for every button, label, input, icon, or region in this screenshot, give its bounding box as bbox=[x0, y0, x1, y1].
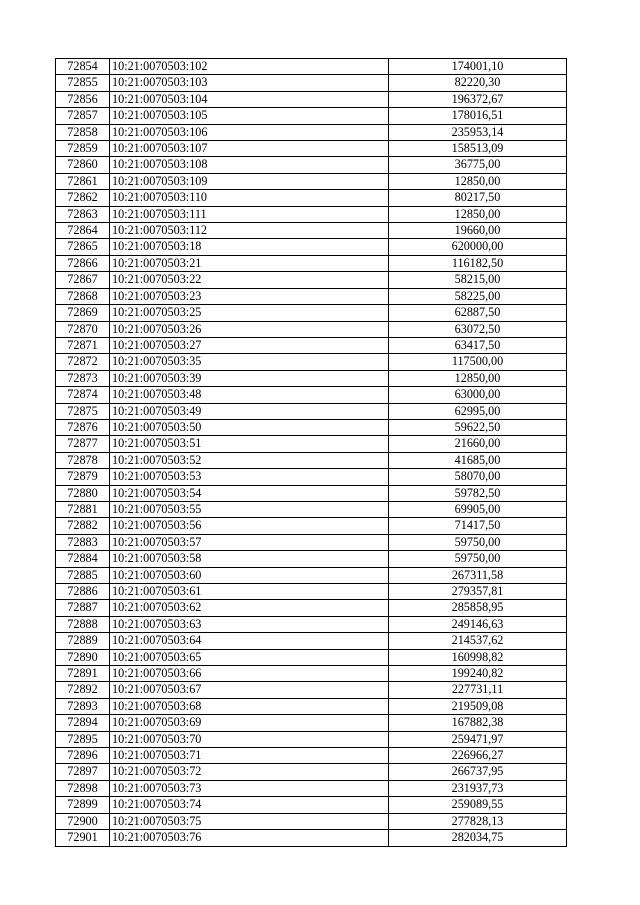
table-row bbox=[56, 436, 567, 452]
cadastral-number-cell: 10:21:0070503:72 bbox=[110, 764, 389, 780]
cadastral-value-cell: 62995,00 bbox=[389, 403, 567, 419]
cadastral-number-cell: 10:21:0070503:25 bbox=[110, 305, 389, 321]
row-number-cell: 72875 bbox=[56, 403, 110, 419]
cadastral-number-cell: 10:21:0070503:52 bbox=[110, 452, 389, 468]
row-number-cell: 72896 bbox=[56, 748, 110, 764]
cadastral-value-cell: 59750,00 bbox=[389, 551, 567, 567]
cadastral-number-cell: 10:21:0070503:66 bbox=[110, 666, 389, 682]
cadastral-value-cell: 69905,00 bbox=[389, 501, 567, 517]
cadastral-value-cell: 174001,10 bbox=[389, 59, 567, 75]
cadastral-value-cell: 231937,73 bbox=[389, 780, 567, 796]
row-number-cell: 72856 bbox=[56, 91, 110, 107]
cadastral-value-cell: 267311,58 bbox=[389, 567, 567, 583]
table-row bbox=[56, 223, 567, 239]
cadastral-value-cell: 62887,50 bbox=[389, 305, 567, 321]
row-number-cell: 72860 bbox=[56, 157, 110, 173]
table-row bbox=[56, 600, 567, 616]
row-number-cell: 72892 bbox=[56, 682, 110, 698]
cadastral-number-cell: 10:21:0070503:49 bbox=[110, 403, 389, 419]
cadastral-number-cell: 10:21:0070503:27 bbox=[110, 337, 389, 353]
cadastral-value-cell: 199240,82 bbox=[389, 666, 567, 682]
cadastral-value-cell: 178016,51 bbox=[389, 108, 567, 124]
row-number-cell: 72873 bbox=[56, 370, 110, 386]
cadastral-number-cell: 10:21:0070503:75 bbox=[110, 813, 389, 829]
row-number-cell: 72870 bbox=[56, 321, 110, 337]
cadastral-value-cell: 116182,50 bbox=[389, 255, 567, 271]
row-number-cell: 72862 bbox=[56, 190, 110, 206]
cadastral-number-cell: 10:21:0070503:110 bbox=[110, 190, 389, 206]
row-number-cell: 72858 bbox=[56, 124, 110, 140]
row-number-cell: 72864 bbox=[56, 223, 110, 239]
cadastral-number-cell: 10:21:0070503:50 bbox=[110, 419, 389, 435]
table-row bbox=[56, 731, 567, 747]
row-number-cell: 72883 bbox=[56, 534, 110, 550]
row-number-cell: 72876 bbox=[56, 419, 110, 435]
table-row bbox=[56, 518, 567, 534]
table-row bbox=[56, 748, 567, 764]
row-number-cell: 72855 bbox=[56, 75, 110, 91]
cadastral-number-cell: 10:21:0070503:104 bbox=[110, 91, 389, 107]
row-number-cell: 72878 bbox=[56, 452, 110, 468]
cadastral-number-cell: 10:21:0070503:106 bbox=[110, 124, 389, 140]
table-body bbox=[56, 59, 567, 847]
cadastral-number-cell: 10:21:0070503:58 bbox=[110, 551, 389, 567]
row-number-cell: 72889 bbox=[56, 633, 110, 649]
cadastral-number-cell: 10:21:0070503:61 bbox=[110, 584, 389, 600]
cadastral-value-cell: 259089,55 bbox=[389, 797, 567, 813]
cadastral-number-cell: 10:21:0070503:108 bbox=[110, 157, 389, 173]
row-number-cell: 72901 bbox=[56, 830, 110, 846]
row-number-cell: 72899 bbox=[56, 797, 110, 813]
cadastral-value-cell: 158513,09 bbox=[389, 141, 567, 157]
cadastral-value-cell: 620000,00 bbox=[389, 239, 567, 255]
cadastral-number-cell: 10:21:0070503:55 bbox=[110, 501, 389, 517]
cadastral-number-cell: 10:21:0070503:53 bbox=[110, 469, 389, 485]
cadastral-value-cell: 63000,00 bbox=[389, 387, 567, 403]
cadastral-number-cell: 10:21:0070503:70 bbox=[110, 731, 389, 747]
cadastral-number-cell: 10:21:0070503:71 bbox=[110, 748, 389, 764]
cadastral-value-cell: 63417,50 bbox=[389, 337, 567, 353]
cadastral-number-cell: 10:21:0070503:111 bbox=[110, 206, 389, 222]
cadastral-number-cell: 10:21:0070503:105 bbox=[110, 108, 389, 124]
row-number-cell: 72867 bbox=[56, 272, 110, 288]
cadastral-value-cell: 167882,38 bbox=[389, 715, 567, 731]
row-number-cell: 72887 bbox=[56, 600, 110, 616]
row-number-cell: 72891 bbox=[56, 666, 110, 682]
row-number-cell: 72888 bbox=[56, 616, 110, 632]
cadastral-number-cell: 10:21:0070503:68 bbox=[110, 698, 389, 714]
cadastral-value-cell: 21660,00 bbox=[389, 436, 567, 452]
row-number-cell: 72879 bbox=[56, 469, 110, 485]
cadastral-number-cell: 10:21:0070503:65 bbox=[110, 649, 389, 665]
table-row bbox=[56, 616, 567, 632]
cadastral-value-cell: 285858,95 bbox=[389, 600, 567, 616]
cadastral-value-cell: 63072,50 bbox=[389, 321, 567, 337]
cadastral-value-cell: 214537,62 bbox=[389, 633, 567, 649]
table-row bbox=[56, 206, 567, 222]
table-row bbox=[56, 141, 567, 157]
table-row bbox=[56, 354, 567, 370]
cadastral-number-cell: 10:21:0070503:62 bbox=[110, 600, 389, 616]
cadastral-value-cell: 259471,97 bbox=[389, 731, 567, 747]
cadastral-number-cell: 10:21:0070503:74 bbox=[110, 797, 389, 813]
row-number-cell: 72859 bbox=[56, 141, 110, 157]
row-number-cell: 72874 bbox=[56, 387, 110, 403]
row-number-cell: 72893 bbox=[56, 698, 110, 714]
cadastral-value-cell: 82220,30 bbox=[389, 75, 567, 91]
cadastral-number-cell: 10:21:0070503:76 bbox=[110, 830, 389, 846]
row-number-cell: 72890 bbox=[56, 649, 110, 665]
table-row bbox=[56, 715, 567, 731]
cadastral-number-cell: 10:21:0070503:51 bbox=[110, 436, 389, 452]
table-row bbox=[56, 190, 567, 206]
cadastral-number-cell: 10:21:0070503:54 bbox=[110, 485, 389, 501]
table-row bbox=[56, 370, 567, 386]
cadastral-number-cell: 10:21:0070503:22 bbox=[110, 272, 389, 288]
cadastral-value-cell: 12850,00 bbox=[389, 206, 567, 222]
row-number-cell: 72895 bbox=[56, 731, 110, 747]
cadastral-value-cell: 58215,00 bbox=[389, 272, 567, 288]
row-number-cell: 72863 bbox=[56, 206, 110, 222]
cadastral-value-cell: 41685,00 bbox=[389, 452, 567, 468]
table-row bbox=[56, 173, 567, 189]
table-row bbox=[56, 501, 567, 517]
row-number-cell: 72900 bbox=[56, 813, 110, 829]
table-row bbox=[56, 419, 567, 435]
table-row bbox=[56, 698, 567, 714]
table-row bbox=[56, 551, 567, 567]
table-row bbox=[56, 305, 567, 321]
cadastral-value-cell: 196372,67 bbox=[389, 91, 567, 107]
table-row bbox=[56, 75, 567, 91]
cadastral-value-cell: 277828,13 bbox=[389, 813, 567, 829]
table-row bbox=[56, 337, 567, 353]
cadastral-number-cell: 10:21:0070503:109 bbox=[110, 173, 389, 189]
cadastral-value-cell: 71417,50 bbox=[389, 518, 567, 534]
cadastral-number-cell: 10:21:0070503:67 bbox=[110, 682, 389, 698]
cadastral-number-cell: 10:21:0070503:35 bbox=[110, 354, 389, 370]
cadastral-value-cell: 58225,00 bbox=[389, 288, 567, 304]
table-row bbox=[56, 255, 567, 271]
table-row bbox=[56, 666, 567, 682]
table-row bbox=[56, 780, 567, 796]
row-number-cell: 72872 bbox=[56, 354, 110, 370]
cadastral-number-cell: 10:21:0070503:21 bbox=[110, 255, 389, 271]
cadastral-number-cell: 10:21:0070503:48 bbox=[110, 387, 389, 403]
table-row bbox=[56, 321, 567, 337]
cadastral-value-cell: 58070,00 bbox=[389, 469, 567, 485]
cadastral-number-cell: 10:21:0070503:102 bbox=[110, 59, 389, 75]
table-row bbox=[56, 797, 567, 813]
cadastral-number-cell: 10:21:0070503:69 bbox=[110, 715, 389, 731]
table-row bbox=[56, 485, 567, 501]
cadastral-value-cell: 219509,08 bbox=[389, 698, 567, 714]
cadastral-number-cell: 10:21:0070503:18 bbox=[110, 239, 389, 255]
table-row bbox=[56, 567, 567, 583]
table-row bbox=[56, 59, 567, 75]
row-number-cell: 72877 bbox=[56, 436, 110, 452]
table-row bbox=[56, 682, 567, 698]
cadastral-number-cell: 10:21:0070503:57 bbox=[110, 534, 389, 550]
table-row bbox=[56, 813, 567, 829]
cadastral-value-cell: 227731,11 bbox=[389, 682, 567, 698]
cadastral-number-cell: 10:21:0070503:64 bbox=[110, 633, 389, 649]
row-number-cell: 72882 bbox=[56, 518, 110, 534]
cadastral-value-cell: 249146,63 bbox=[389, 616, 567, 632]
table-row bbox=[56, 387, 567, 403]
table-row bbox=[56, 764, 567, 780]
row-number-cell: 72894 bbox=[56, 715, 110, 731]
cadastral-number-cell: 10:21:0070503:63 bbox=[110, 616, 389, 632]
cadastral-value-cell: 279357,81 bbox=[389, 584, 567, 600]
table-row bbox=[56, 584, 567, 600]
table-row bbox=[56, 124, 567, 140]
table-row bbox=[56, 239, 567, 255]
cadastral-value-cell: 19660,00 bbox=[389, 223, 567, 239]
row-number-cell: 72868 bbox=[56, 288, 110, 304]
row-number-cell: 72861 bbox=[56, 173, 110, 189]
cadastral-number-cell: 10:21:0070503:23 bbox=[110, 288, 389, 304]
table-row bbox=[56, 272, 567, 288]
cadastral-value-cell: 226966,27 bbox=[389, 748, 567, 764]
row-number-cell: 72898 bbox=[56, 780, 110, 796]
cadastral-value-cell: 266737,95 bbox=[389, 764, 567, 780]
row-number-cell: 72865 bbox=[56, 239, 110, 255]
cadastral-value-table bbox=[55, 58, 567, 847]
table-row bbox=[56, 108, 567, 124]
row-number-cell: 72857 bbox=[56, 108, 110, 124]
row-number-cell: 72897 bbox=[56, 764, 110, 780]
cadastral-value-cell: 12850,00 bbox=[389, 173, 567, 189]
cadastral-value-cell: 80217,50 bbox=[389, 190, 567, 206]
table-row bbox=[56, 469, 567, 485]
row-number-cell: 72880 bbox=[56, 485, 110, 501]
table-row bbox=[56, 288, 567, 304]
cadastral-number-cell: 10:21:0070503:56 bbox=[110, 518, 389, 534]
table-row bbox=[56, 534, 567, 550]
cadastral-number-cell: 10:21:0070503:112 bbox=[110, 223, 389, 239]
table-row bbox=[56, 830, 567, 846]
row-number-cell: 72881 bbox=[56, 501, 110, 517]
table-row bbox=[56, 157, 567, 173]
cadastral-number-cell: 10:21:0070503:60 bbox=[110, 567, 389, 583]
row-number-cell: 72884 bbox=[56, 551, 110, 567]
cadastral-number-cell: 10:21:0070503:73 bbox=[110, 780, 389, 796]
cadastral-number-cell: 10:21:0070503:103 bbox=[110, 75, 389, 91]
cadastral-value-cell: 282034,75 bbox=[389, 830, 567, 846]
cadastral-value-cell: 160998,82 bbox=[389, 649, 567, 665]
cadastral-number-cell: 10:21:0070503:39 bbox=[110, 370, 389, 386]
cadastral-value-cell: 36775,00 bbox=[389, 157, 567, 173]
table-row bbox=[56, 633, 567, 649]
cadastral-value-cell: 12850,00 bbox=[389, 370, 567, 386]
cadastral-value-cell: 59750,00 bbox=[389, 534, 567, 550]
table-row bbox=[56, 649, 567, 665]
cadastral-value-cell: 59622,50 bbox=[389, 419, 567, 435]
row-number-cell: 72886 bbox=[56, 584, 110, 600]
table-row bbox=[56, 452, 567, 468]
table-row bbox=[56, 91, 567, 107]
row-number-cell: 72869 bbox=[56, 305, 110, 321]
cadastral-value-cell: 235953,14 bbox=[389, 124, 567, 140]
row-number-cell: 72866 bbox=[56, 255, 110, 271]
row-number-cell: 72885 bbox=[56, 567, 110, 583]
cadastral-value-cell: 59782,50 bbox=[389, 485, 567, 501]
row-number-cell: 72871 bbox=[56, 337, 110, 353]
cadastral-number-cell: 10:21:0070503:107 bbox=[110, 141, 389, 157]
table-row bbox=[56, 403, 567, 419]
cadastral-number-cell: 10:21:0070503:26 bbox=[110, 321, 389, 337]
cadastral-value-cell: 117500,00 bbox=[389, 354, 567, 370]
row-number-cell: 72854 bbox=[56, 59, 110, 75]
